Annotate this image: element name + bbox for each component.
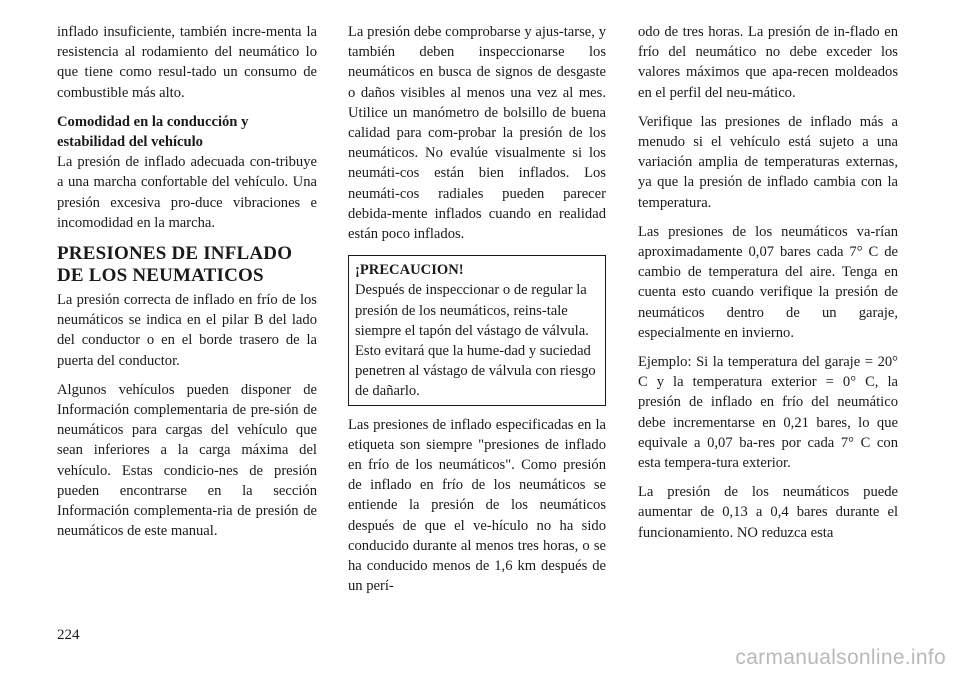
paragraph: La presión de los neumáticos puede aumentar de 0,13 a 0,4 bares durante el funcionamiento. NO reduzca esta: [638, 484, 898, 541]
paragraph: inflado insuficiente, también incre-menta la resistencia al rodamiento del neumático lo que tiene como resul-tado un consumo de combustible más alto.: [57, 24, 317, 101]
paragraph: La presión de inflado adecuada con-tribuye a una marcha confortable del vehículo. Una presión excesiva pro-duce vibraciones e incomodidad en la marcha.: [57, 154, 317, 231]
paragraph: Las presiones de los neumáticos va-rían aproximadamente 0,07 bares cada 7° C de cambio de temperatura del aire. Tenga en cuenta esto cuando verifique la presión de neumáticos dentro de un garaje, especialmente en invierno.: [638, 223, 898, 341]
paragraph: La presión correcta de inflado en frío de los neumáticos se indica en el pilar B del lado del conductor o en el borde trasero de la puerta del conductor.: [57, 292, 317, 369]
caution-title: ¡PRECAUCION!: [355, 262, 464, 279]
paragraph: La presión debe comprobarse y ajus-tarse, y también deben inspeccionarse los neumáticos en busca de signos de desgaste o daños visibles al menos una vez al mes. Utilice un manómetro de bolsillo de buena calidad para com-probar la presión de los neumáticos. No evalúe visualmente si los neumáti-cos están bien inflados. Los neumáti-cos radiales pueden parecer debida-mente inflados cuando en realidad están poco inflados.: [348, 24, 606, 243]
paragraph: Las presiones de inflado especificadas en la etiqueta son siempre "presiones de inflado en frío de los neumáticos". Como presión de inflado en frío de los neumáticos se entiende la presión de los neumáticos después de que el ve-hículo no ha sido conducido durante al menos tres horas, o se ha conducido menos de 1,6 km después de un perí-: [348, 416, 606, 595]
caution-box: [348, 255, 606, 405]
column-middle: [348, 22, 606, 605]
page-number: 224: [57, 627, 80, 643]
column-right: [638, 22, 898, 552]
paragraph: Ejemplo: Si la temperatura del garaje = 20° C y la temperatura exterior = 0° C, la presión de inflado en frío del neumático debe incrementarse en 0,21 bares, lo que equivale a 0,07 ba-res por cada 7° C con esta tempera-tura exterior.: [638, 354, 898, 472]
paragraph: odo de tres horas. La presión de in-flado en frío del neumático no debe exceder los valores máximos que apa-recen moldeados en el perfil del neu-mático.: [638, 24, 898, 101]
paragraph: Verifique las presiones de inflado más a menudo si el vehículo está sujeto a una variación amplia de temperaturas externas, ya que la presión de inflado cambia con la temperatura.: [638, 113, 898, 211]
watermark: carmanualsonline.info: [735, 646, 946, 669]
section-heading-tire-pressure: PRESIONES DE INFLADO DE LOS NEUMATICOS: [57, 243, 293, 287]
paragraph: Algunos vehículos pueden disponer de Información complementaria de pre-sión de neumáticos para cargas del vehículo que sean inferiores a la carga máxima del vehículo. Estas condicio-nes de presión pueden encontrarse en la sección Información complementa-ria de presión de neumáticos de este manual.: [57, 381, 317, 540]
column-left: [57, 22, 317, 550]
subheading-comfort-stability: Comodidad en la conducción y estabilidad del vehículo: [57, 113, 249, 151]
caution-text: Después de inspeccionar o de regular la presión de los neumáticos, reins-tale siempre el tapón del vástago de válvula. Esto evitará que la hume-dad y suciedad penetren al vástago de válvula con riesgo de dañarlo.: [355, 282, 596, 400]
